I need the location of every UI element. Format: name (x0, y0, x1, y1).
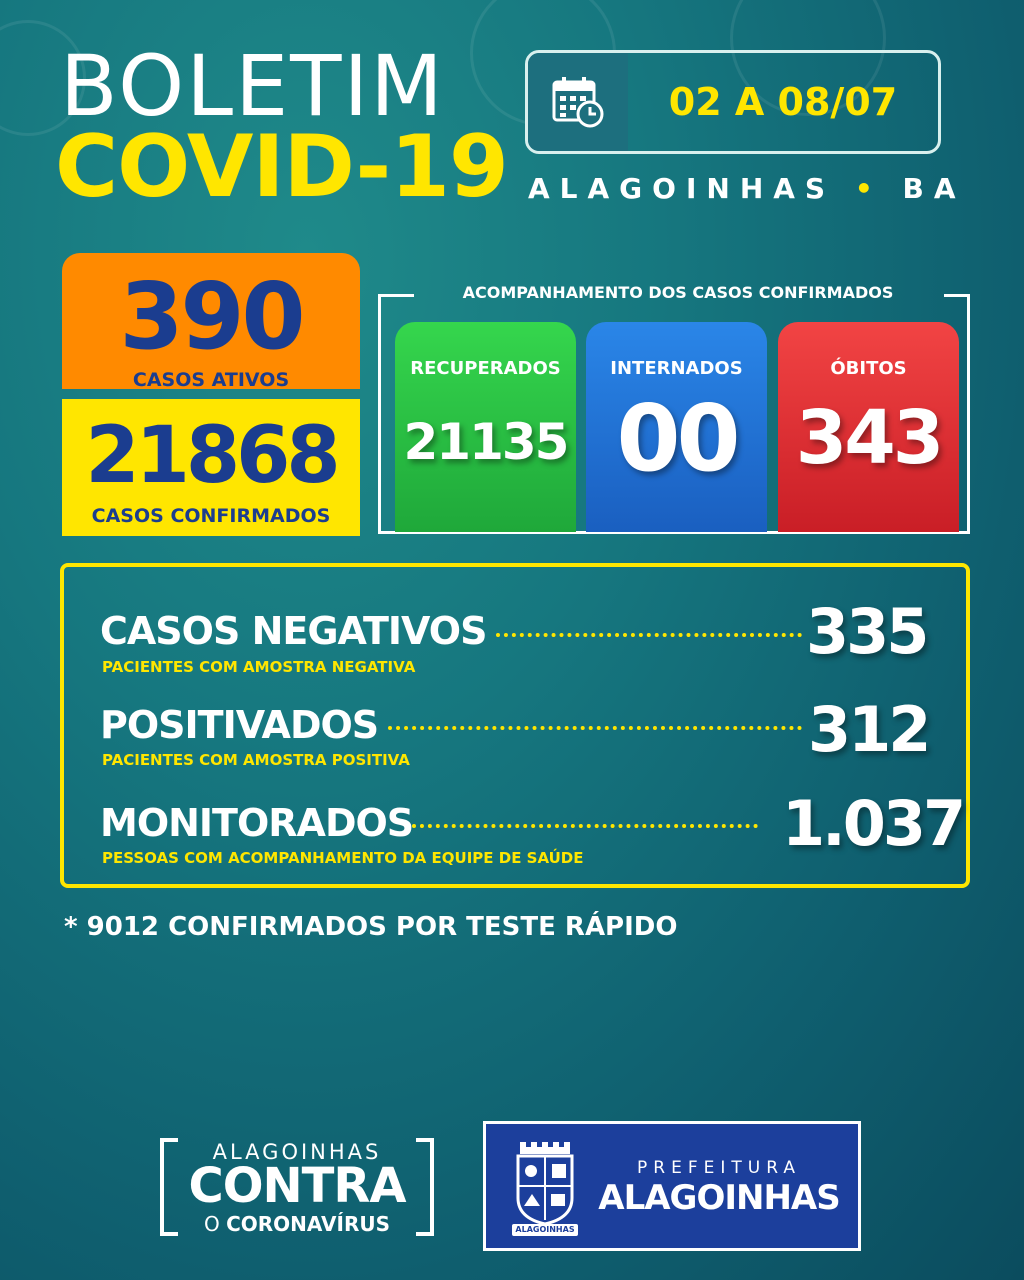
prefeitura-line1: PREFEITURA (637, 1158, 801, 1178)
campaign-line3 (160, 1212, 434, 1236)
separator-dot: • (854, 172, 883, 205)
monitored-value: 1.037 (782, 787, 964, 860)
recovered-label: RECUPERADOS (410, 358, 561, 379)
active-cases-label: CASOS ATIVOS (132, 369, 290, 391)
deaths-card (778, 322, 959, 532)
dotted-leader (388, 726, 802, 730)
dotted-leader (412, 824, 758, 828)
positives-subtitle: PACIENTES COM AMOSTRA POSITIVA (102, 751, 410, 769)
deaths-value: 343 (795, 395, 942, 481)
dotted-leader (496, 633, 802, 637)
rapid-test-footnote: * 9012 CONFIRMADOS POR TESTE RÁPIDO (64, 912, 678, 942)
frame-top-left (378, 294, 414, 297)
active-cases-card (62, 253, 360, 389)
confirmed-cases-value: 21868 (85, 411, 337, 501)
campaign-line1: ALAGOINHAS (212, 1140, 382, 1164)
deaths-label: ÓBITOS (830, 358, 907, 379)
hospitalized-label: INTERNADOS (610, 358, 743, 379)
negatives-subtitle: PACIENTES COM AMOSTRA NEGATIVA (102, 658, 416, 676)
state-name: BA (902, 172, 966, 205)
monitored-title: MONITORADOS (100, 801, 414, 845)
monitored-subtitle: PESSOAS COM ACOMPANHAMENTO DA EQUIPE DE SAÚDE (102, 849, 584, 867)
prefeitura-line2: ALAGOINHAS (598, 1178, 840, 1218)
negatives-value: 335 (806, 595, 927, 668)
stats-panel (60, 563, 970, 888)
prefeitura-logo (483, 1121, 861, 1251)
hospitalized-value: 00 (616, 385, 737, 492)
frame-top-right (944, 294, 970, 297)
confirmed-cases-card (62, 399, 360, 536)
city-crest-icon (510, 1140, 580, 1238)
recovered-value: 21135 (403, 413, 568, 471)
city-name: ALAGOINHAS (528, 172, 836, 205)
date-range-box (525, 50, 941, 154)
recovered-card (395, 322, 576, 532)
campaign-line3-main: CORONAVÍRUS (226, 1212, 390, 1236)
campaign-line3-prefix: O (203, 1212, 220, 1236)
confirmed-cases-label: CASOS CONFIRMADOS (91, 505, 331, 527)
city-state-label (528, 172, 966, 205)
crest-text: ALAGOINHAS (515, 1225, 575, 1234)
title-boletim: BOLETIM (60, 37, 445, 135)
title-covid: COVID-19 (55, 117, 508, 217)
follow-up-caption: ACOMPANHAMENTO DOS CASOS CONFIRMADOS (462, 283, 894, 302)
hospitalized-card (586, 322, 767, 532)
date-range-text: 02 A 08/07 (668, 80, 898, 124)
campaign-line2: CONTRA (188, 1158, 406, 1214)
negatives-title: CASOS NEGATIVOS (100, 609, 487, 653)
active-cases-value: 390 (119, 263, 303, 370)
positives-value: 312 (808, 693, 929, 766)
calendar-clock-icon (528, 53, 628, 151)
campaign-logo (160, 1136, 434, 1240)
positives-title: POSITIVADOS (100, 703, 379, 747)
